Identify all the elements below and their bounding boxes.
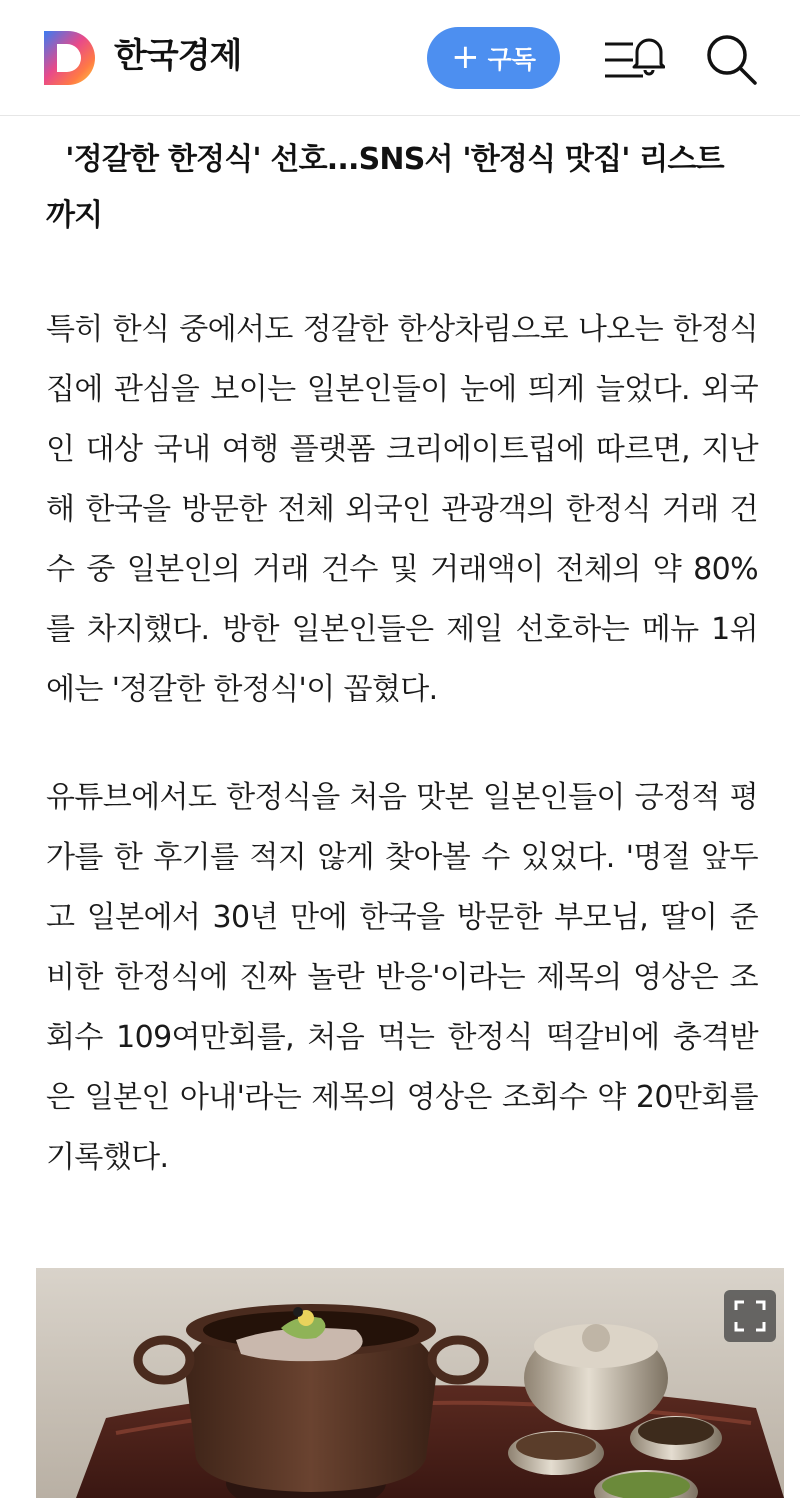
subscribe-button[interactable] [427,27,560,89]
article-paragraph-2: 유튜브에서도 한정식을 처음 맛본 일본인들이 긍정적 평가를 한 후기를 적지 않게 찾아볼 수 있었다. '명절 앞두고 일본에서 30년 만에 한국을 방문한 부모님, 딸이 준비한 한정식에 진짜 놀란 반응'이라는 제목의 영상은 조회수 109여만회를, 처음 먹는 한정식 떡갈비에 충격받은 일본인 아내'라는 제목의 영상은 조회수 약 20만회를 기록했다. [46,780,758,1175]
top-bar [0,0,800,116]
daum-logo-icon[interactable] [44,31,96,85]
fullscreen-button[interactable] [724,1290,776,1342]
subscribe-label: 구독 [487,45,536,74]
article-paragraph-1: 특히 한식 중에서도 정갈한 한상차림으로 나오는 한정식집에 관심을 보이는 일본인들이 눈에 띄게 늘었다. 외국인 대상 국내 여행 플랫폼 크리에이트립에 따르면, 지난해 한국을 방문한 전체 외국인 관광객의 한정식 거래 건수 중 일본인의 거래 건수 및 거래액이 전체의 약 80%를 차지했다. 방한 일본인들은 제일 선호하는 메뉴 1위에는 '정갈한 한정식'이 꼽혔다. [46,312,758,707]
menu-bell-icon[interactable] [603,36,665,82]
article-subheadline: '정갈한 한정식' 선호...SNS서 '한정식 맛집' 리스트 까지 [46,142,734,233]
hanjeongsik-photo-illustration [36,1268,784,1498]
plus-icon: + [451,36,480,77]
brand-name[interactable]: 한국경제 [114,36,242,76]
search-icon[interactable] [704,32,758,86]
fullscreen-icon [724,1290,776,1342]
article-photo[interactable] [36,1268,784,1498]
